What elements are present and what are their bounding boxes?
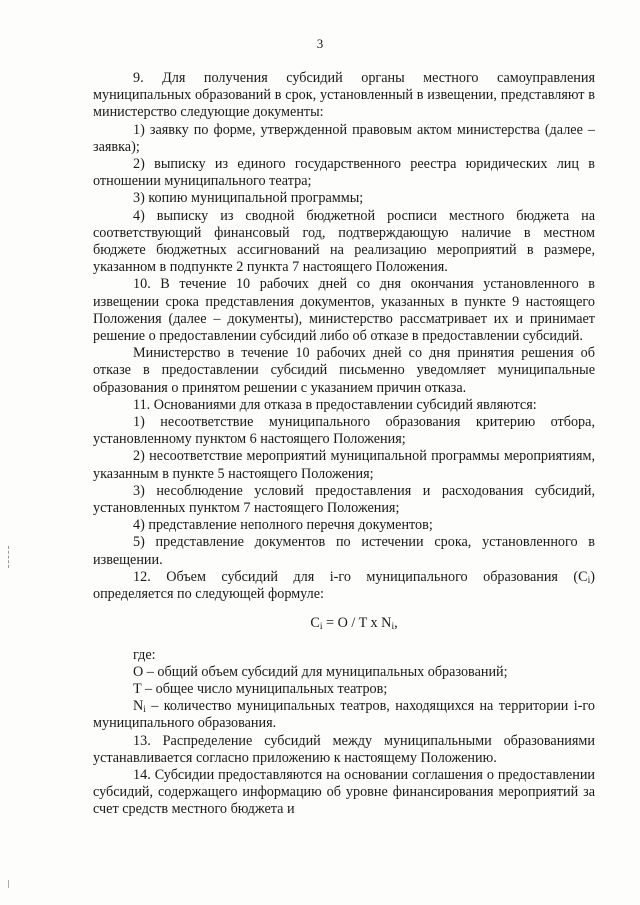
list-item-11-4: 4) представление неполного перечня документов;: [133, 517, 433, 534]
list-item-11-3: 3) несоблюдение условий предоставления и расходования субсидий, установленных пунктом 7 настоящего Положения;: [93, 482, 595, 517]
list-item-11-2: 2) несоответствие мероприятий муниципальной программы мероприятиям, указанным в пункте 5 настоящего Положения;: [93, 448, 595, 482]
formula: [93, 615, 595, 632]
formula-c-subscript: i: [319, 622, 323, 633]
list-item-11-5: 5) представление документов по истечении срока, установленного в извещении.: [93, 534, 595, 568]
paragraph-12: [93, 569, 595, 603]
list-item-9-4: 4) выписку из сводной бюджетной росписи местного бюджета на соответствующий финансовый год, подтверждающую наличие в местном бюджете бюджетных ассигнований на реализацию мероприятий в размере, указанном в подпункте 2 пункта 7 настоящего Положения.: [93, 207, 595, 276]
paragraph-14: 14. Субсидии предоставляются на основании соглашения о предоставлении субсидий, содержащего информацию об уровне финансирования мероприятий за счет средств местного бюджета и: [93, 766, 595, 818]
definition-n: [93, 698, 595, 732]
formula-n-subscript: i: [391, 622, 395, 633]
definition-t: T – общее число муниципальных театров;: [133, 680, 388, 697]
document-body: [93, 70, 595, 819]
paragraph-12-text: 12. Объем субсидий для i-го муниципального образования (C: [133, 568, 588, 585]
paragraph-13: 13. Распределение субсидий между муниципальными образованиями устанавливается согласно приложению к настоящему Положению.: [93, 732, 595, 766]
where-label: где:: [133, 646, 156, 663]
list-item-9-3: 3) копию муниципальной программы;: [133, 190, 364, 207]
paragraph-10-notice: Министерство в течение 10 рабочих дней со дня принятия решения об отказе в предоставлении субсидий письменно уведомляет муниципальные образования о принятом решении с указанием причин отказа.: [93, 345, 595, 396]
paragraph-11: 11. Основаниями для отказа в предоставлении субсидий являются:: [133, 396, 537, 413]
list-item-11-1: 1) несоответствие муниципального образования критерию отбора, установленному пунктом 6 настоящего Положения;: [93, 414, 595, 448]
paragraph-10: 10. В течение 10 рабочих дней со дня окончания установленного в извещении срока представления документов, указанных в пункте 9 настоящего Положения (далее – документы), министерство рассматривает их и принимает решение о предоставлении субсидий либо об отказе в предоставлении субсидий.: [93, 276, 595, 345]
subscript-i: i: [587, 575, 591, 586]
paragraph-12-end: ) определяется по следующей формуле:: [93, 568, 595, 603]
margin-scan-mark-bottom: [8, 880, 9, 888]
definition-o: O – общий объем субсидий для муниципальных образований;: [133, 663, 508, 680]
page-number: 3: [316, 36, 324, 51]
formula-body: = O / T x N: [322, 615, 392, 632]
list-item-9-1: 1) заявку по форме, утвержденной правовым актом министерства (далее – заявка);: [93, 121, 595, 155]
formula-c: C: [310, 615, 320, 632]
formula-end: ,: [394, 615, 398, 632]
paragraph-9: 9. Для получения субсидий органы местного самоуправления муниципальных образований в срок, установленный в извещении, представляют в министерство следующие документы:: [93, 70, 595, 121]
definition-n-subscript: i: [143, 705, 146, 716]
definition-n-symbol: N: [133, 698, 144, 715]
list-item-9-2: 2) выписку из единого государственного реестра юридических лиц в отношении муниципального театра;: [93, 156, 595, 190]
margin-scan-mark: [8, 546, 10, 568]
definition-n-text: – количество муниципальных театров, находящихся на территории i-го муниципального образования.: [93, 698, 595, 732]
